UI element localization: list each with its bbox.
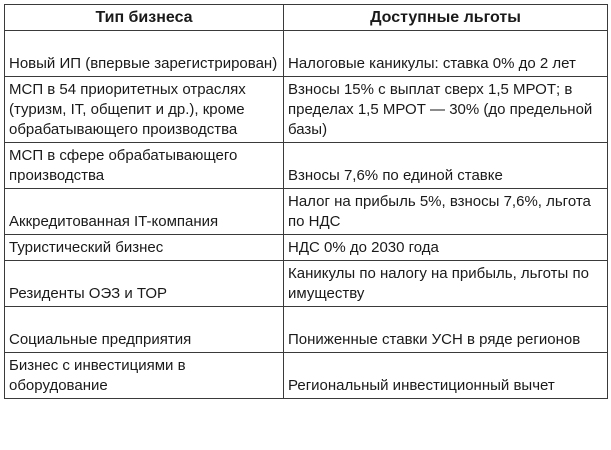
benefit-cell: Каникулы по налогу на прибыль, льготы по имуществу: [284, 261, 608, 307]
table-row: [5, 31, 608, 77]
business-type-cell: МСП в сфере обрабатывающего производства: [5, 143, 284, 189]
table-row: [5, 353, 608, 399]
benefit-cell: НДС 0% до 2030 года: [284, 235, 608, 261]
business-type-cell: Новый ИП (впервые зарегистрирован): [5, 31, 284, 77]
business-type-cell: МСП в 54 приоритетных отраслях (туризм, IT, общепит и др.), кроме обрабатывающего производства: [5, 77, 284, 143]
benefits-table: [4, 4, 608, 399]
business-type-cell: Бизнес с инвестициями в оборудование: [5, 353, 284, 399]
header-available-benefits: Доступные льготы: [284, 5, 608, 31]
table-row: [5, 307, 608, 353]
benefit-cell: Пониженные ставки УСН в ряде регионов: [284, 307, 608, 353]
benefit-cell: Налоговые каникулы: ставка 0% до 2 лет: [284, 31, 608, 77]
benefit-cell: Взносы 7,6% по единой ставке: [284, 143, 608, 189]
table-row: [5, 189, 608, 235]
benefit-cell: Взносы 15% с выплат сверх 1,5 МРОТ; в пределах 1,5 МРОТ — 30% (до предельной базы): [284, 77, 608, 143]
business-type-cell: Аккредитованная IT-компания: [5, 189, 284, 235]
benefit-cell: Региональный инвестиционный вычет: [284, 353, 608, 399]
table-row: [5, 77, 608, 143]
table-row: [5, 235, 608, 261]
table-row: [5, 261, 608, 307]
business-type-cell: Туристический бизнес: [5, 235, 284, 261]
benefits-table-container: [4, 4, 607, 399]
table-header-row: [5, 5, 608, 31]
header-business-type: Тип бизнеса: [5, 5, 284, 31]
business-type-cell: Социальные предприятия: [5, 307, 284, 353]
benefit-cell: Налог на прибыль 5%, взносы 7,6%, льгота по НДС: [284, 189, 608, 235]
table-row: [5, 143, 608, 189]
business-type-cell: Резиденты ОЭЗ и ТОР: [5, 261, 284, 307]
